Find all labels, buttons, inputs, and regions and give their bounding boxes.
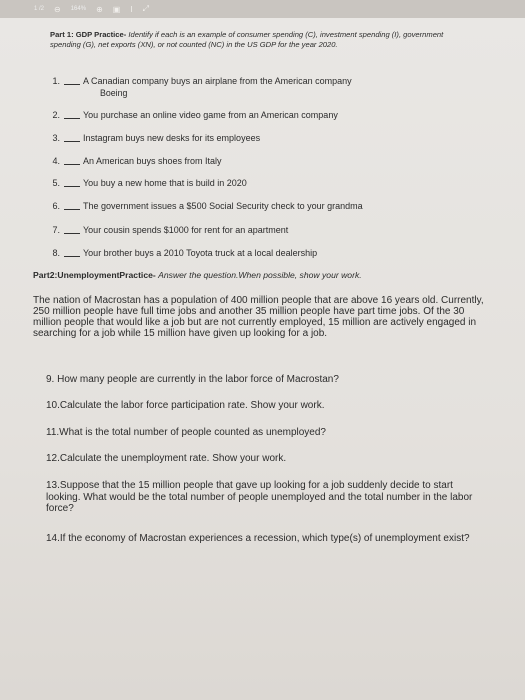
question-12: 12.Calculate the unemployment rate. Show your work. (46, 453, 287, 464)
list-item-continuation: Boeing (100, 88, 128, 98)
question-14: 14.If the economy of Macrostan experiences a recession, which type(s) of unemployment exist? (46, 533, 470, 544)
list-item: 5. You buy a new home that is build in 2020 (52, 178, 247, 188)
answer-blank[interactable] (64, 133, 80, 142)
part2-header (33, 270, 362, 280)
list-item: 1. A Canadian company buys an airplane from the American company (52, 76, 352, 86)
page-indicator: 1 /2 (34, 6, 45, 12)
answer-blank[interactable] (64, 178, 80, 187)
part2-title: Part2:UnemploymentPractice- (33, 270, 156, 280)
list-item: 3. Instagram buys new desks for its employees (52, 133, 261, 143)
document-page (0, 18, 525, 700)
pdf-toolbar (0, 0, 525, 18)
list-item: 6. The government issues a $500 Social Security check to your grandma (52, 201, 363, 211)
list-item: 7. Your cousin spends $1000 for rent for an apartment (52, 225, 289, 235)
question-13: 13.Suppose that the 15 million people that gave up looking for a job suddenly decide to start looking. What would be the total number of people unemployed and the total number in the labor force? (46, 480, 473, 514)
answer-blank[interactable] (64, 225, 80, 234)
answer-blank[interactable] (64, 110, 80, 119)
answer-blank[interactable] (64, 201, 80, 210)
fit-page-icon[interactable]: ▣ (112, 4, 121, 14)
answer-blank[interactable] (64, 156, 80, 165)
expand-icon[interactable]: ⤢ (142, 4, 149, 13)
zoom-in-icon[interactable]: ⊕ (96, 4, 103, 14)
part1-header (50, 30, 470, 49)
answer-blank[interactable] (64, 248, 80, 257)
part2-instructions: Answer the question.When possible, show your work. (158, 270, 362, 280)
question-10: 10.Calculate the labor force participation rate. Show your work. (46, 400, 325, 411)
part1-instructions: Identify if each is an example of consumer spending (C), investment spending (I), government spending (G), net exports (XN), or not counted (NC) in the US GDP for the year 2020. (50, 30, 444, 49)
list-item: 2. You purchase an online video game from an American company (52, 110, 338, 120)
scenario-paragraph: The nation of Macrostan has a population of 400 million people that are above 16 years old. Currently, 250 million people have full time jobs and another 35 million people have part time jobs. Of the 30 million people that would like a job but are not currently employed, 15 million are actively engaged in searching for a job while 15 million have given up looking for a job. (33, 295, 484, 339)
part1-title: Part 1: GDP Practice- (50, 30, 127, 39)
zoom-out-icon[interactable]: ⊖ (54, 4, 61, 14)
list-item: 8. Your brother buys a 2010 Toyota truck at a local dealership (52, 248, 318, 258)
question-9: 9. How many people are currently in the labor force of Macrostan? (46, 374, 339, 385)
list-item: 4. An American buys shoes from Italy (52, 156, 222, 166)
answer-blank[interactable] (64, 76, 80, 85)
zoom-level: 164% (70, 6, 87, 12)
text-select-icon[interactable]: I (130, 4, 133, 14)
question-11: 11.What is the total number of people counted as unemployed? (46, 427, 326, 438)
